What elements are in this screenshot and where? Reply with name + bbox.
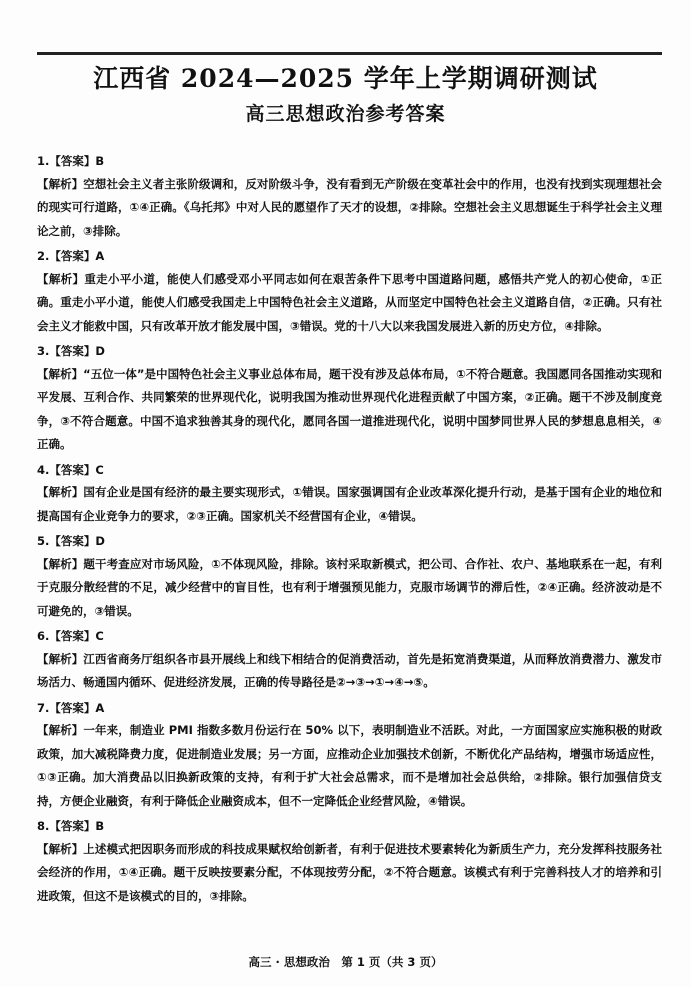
answers-list: [37, 150, 662, 910]
answer-label: 7.【答案】A: [37, 700, 105, 715]
question-4: [37, 459, 662, 529]
answer-label: 1.【答案】B: [37, 154, 105, 168]
explanation-text: 【解析】“五位一体”是中国特色社会主义事业总体布局，题干没有涉及总体布局，①不符合题意。我国愿同各国推动实现和平发展、互利合作、共同繁荣的世界现代化，说明我国为推动世界现代化进程贡献了中国方案，②正确。题干不涉及制度竞争，③不符合题意。中国不追求独善其身的现代化，愿同各国一道推进现代化，说明中国梦同世界人民的梦想息息相关，④正确。: [37, 366, 662, 451]
answer-label: 6.【答案】C: [37, 629, 104, 643]
answer-label: 3.【答案】D: [37, 344, 105, 358]
answer-label: 5.【答案】D: [37, 534, 105, 548]
answer-label: 2.【答案】A: [37, 249, 105, 263]
page-title: 江西省 2024—2025 学年上学期调研测试: [93, 64, 598, 93]
top-divider: [37, 52, 662, 55]
question-5: [37, 530, 662, 623]
explanation-text: 【解析】空想社会主义者主张阶级调和，反对阶级斗争，没有看到无产阶级在变革社会中的作用，也没有找到实现理想社会的现实可行道路，①④正确。《乌托邦》中对人民的愿望作了天才的设想，②排除。空想社会主义思想诞生于科学社会主义理论之前，③排除。: [37, 176, 662, 238]
explanation-text: 【解析】一年来，制造业 PMI 指数多数月份运行在 50% 以下，表明制造业不活跃。对此，一方面国家应实施积极的财政政策，加大减税降费力度，促进制造业发展；另一方面，应推动企业加强技术创新，不断优化产品结构，增强市场适应性，①③正确。加大消费品以旧换新政策的支持，有利于扩大社会总需求，而不是增加社会总供给，②排除。银行加强信贷支持，方便企业融资，有利于降低企业融资成本，但不一定降低企业经营风险，④错误。: [37, 723, 662, 808]
page-subtitle: 高三思想政治参考答案: [245, 103, 446, 125]
answer-label: 4.【答案】C: [37, 462, 104, 477]
question-6: [37, 625, 662, 695]
page-footer: 高三 · 思想政治 第 1 页（共 3 页）: [248, 955, 443, 969]
question-8: [37, 815, 662, 908]
question-3: [37, 340, 662, 457]
answer-label: 8.【答案】B: [37, 819, 105, 833]
explanation-text: 【解析】江西省商务厅组织各市县开展线上和线下相结合的促消费活动，首先是拓宽消费渠道，从而释放消费潜力、激发市场活力、畅通国内循环、促进经济发展，正确的传导路径是②→③→①→④→⑤。: [37, 651, 662, 689]
explanation-text: 【解析】题干考查应对市场风险，①不体现风险，排除。该村采取新模式，把公司、合作社、农户、基地联系在一起，有利于克服分散经营的不足，减少经营中的盲目性，也有利于增强预见能力，克服市场调节的滞后性，②④正确。经济波动是不可避免的，③错误。: [37, 556, 662, 618]
question-1: [37, 150, 662, 243]
question-7: [37, 697, 662, 814]
explanation-text: 【解析】国有企业是国有经济的最主要实现形式，①错误。国家强调国有企业改革深化提升行动，是基于国有企业的地位和提高国有企业竞争力的要求，②③正确。国家机关不经营国有企业，④错误。: [37, 485, 662, 523]
explanation-text: 【解析】重走小平小道，能使人们感受邓小平同志如何在艰苦条件下思考中国道路问题，感悟共产党人的初心使命，①正确。重走小平小道，能使人们感受我国走上中国特色社会主义道路，从而坚定中国特色社会主义道路自信，②正确。只有社会主义才能救中国，只有改革开放才能发展中国，③错误。党的十八大以来我国发展进入新的历史方位，④排除。: [37, 271, 662, 333]
question-2: [37, 245, 662, 338]
explanation-text: 【解析】上述模式把因职务而形成的科技成果赋权给创新者，有利于促进技术要素转化为新质生产力，充分发挥科技服务社会经济的作用，①④正确。题干反映按要素分配，不体现按劳分配，②不符合题意。该模式有利于完善科技人才的培养和引进政策，但这不是该模式的目的，③排除。: [37, 841, 662, 903]
